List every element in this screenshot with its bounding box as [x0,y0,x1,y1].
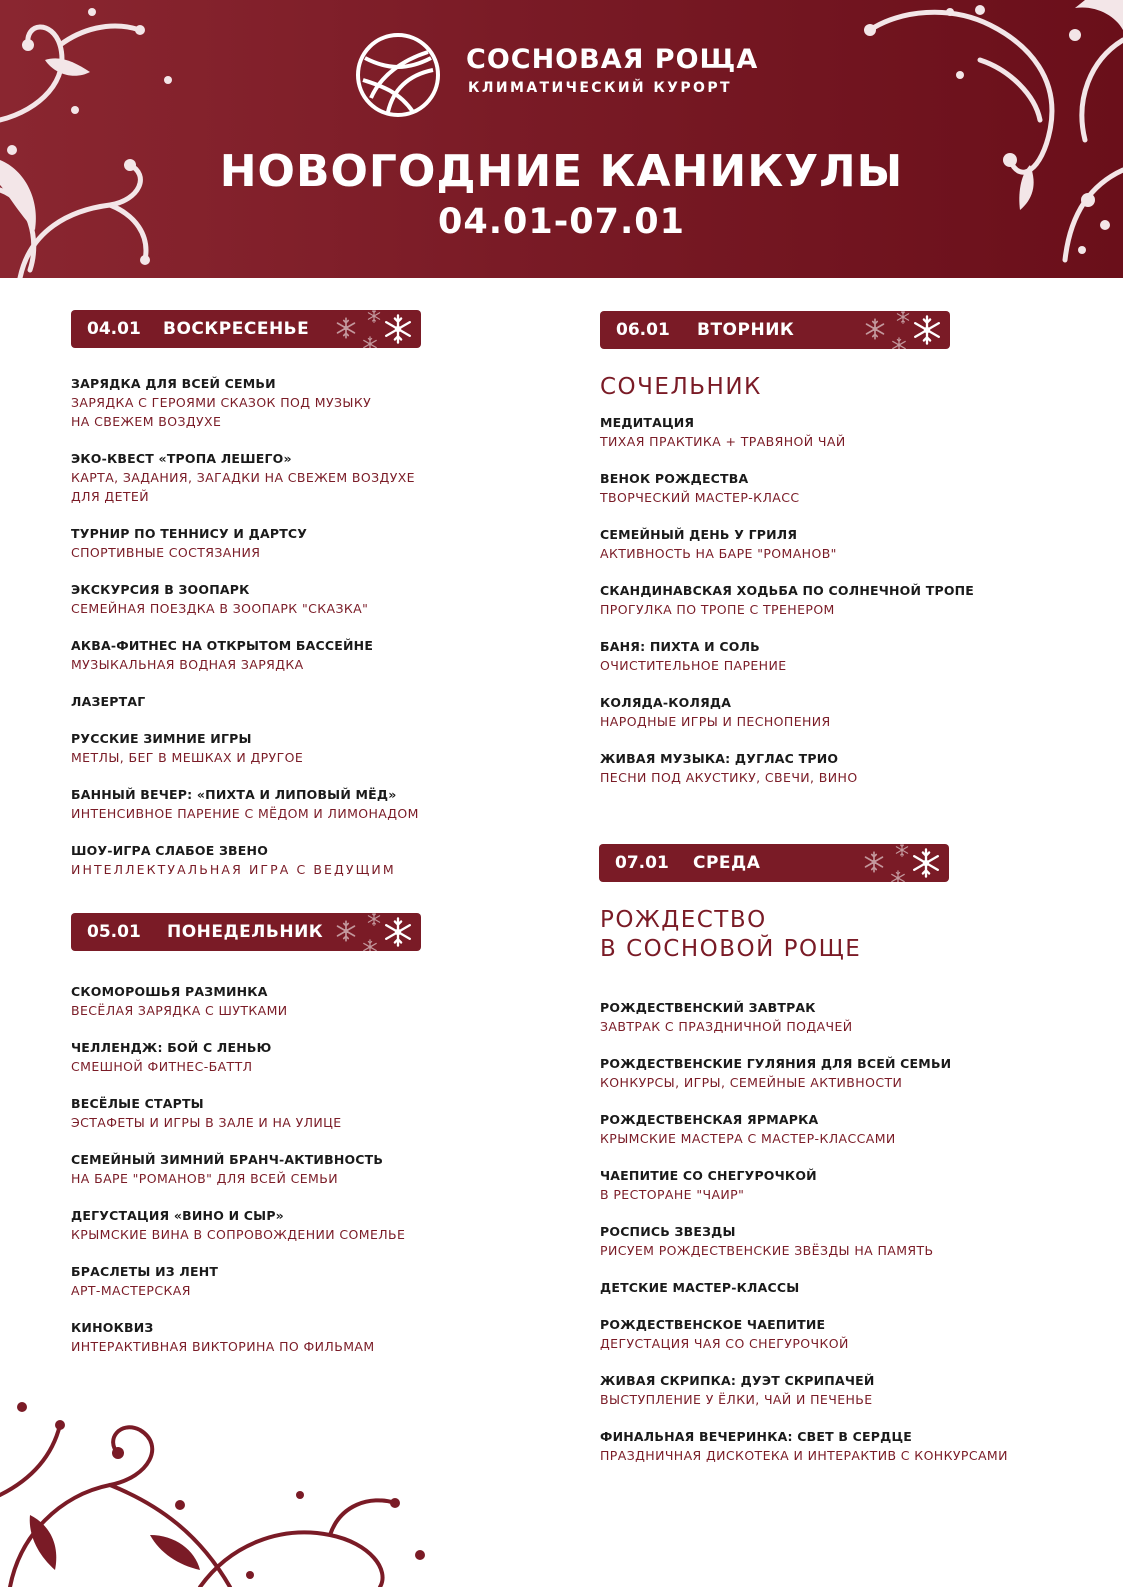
event-desc: ТИХАЯ ПРАКТИКА + ТРАВЯНОЙ ЧАЙ [600,434,846,449]
list-item [600,1222,1008,1260]
event-title: АКВА-ФИТНЕС НА ОТКРЫТОМ БАССЕЙНЕ [71,638,374,653]
resort-logo-icon [353,30,443,120]
list-item [600,998,1008,1036]
list-item [71,1206,405,1244]
snowflake-icon [854,844,949,882]
event-desc: АРТ-МАСТЕРСКАЯ [71,1283,191,1298]
list-item [71,1038,405,1076]
event-list-04-01 [71,374,419,879]
event-title: ВЕНОК РОЖДЕСТВА [600,471,749,486]
day-theme-line: В СОСНОВОЙ РОЩЕ [600,936,862,962]
event-title: РОСПИСЬ ЗВЕЗДЫ [600,1224,736,1239]
day-theme-title [600,906,861,964]
list-item [71,785,419,823]
day-header-06-01 [600,311,950,349]
list-item [71,449,419,506]
event-title: ЖИВАЯ МУЗЫКА: ДУГЛАС ТРИО [600,751,839,766]
event-title: БАННЫЙ ВЕЧЕР: «ПИХТА И ЛИПОВЫЙ МЁД» [71,787,397,802]
event-title: БАНЯ: ПИХТА И СОЛЬ [600,639,760,654]
event-title: МЕДИТАЦИЯ [600,415,695,430]
event-desc: КРЫМСКИЕ МАСТЕРА С МАСТЕР-КЛАССАМИ [600,1131,896,1146]
event-desc: ТВОРЧЕСКИЙ МАСТЕР-КЛАСС [600,490,800,505]
brand-name: СОСНОВАЯ РОЩА [466,44,759,75]
snowflake-icon [326,310,421,348]
event-desc: ОЧИСТИТЕЛЬНОЕ ПАРЕНИЕ [600,658,787,673]
list-item [600,693,974,731]
event-desc: МУЗЫКАЛЬНАЯ ВОДНАЯ ЗАРЯДКА [71,657,304,672]
event-title: ЛАЗЕРТАГ [71,694,146,709]
event-desc: НАРОДНЫЕ ИГРЫ И ПЕСНОПЕНИЯ [600,714,831,729]
list-item [71,524,419,562]
event-desc: КРЫМСКИЕ ВИНА В СОПРОВОЖДЕНИИ СОМЕЛЬЕ [71,1227,406,1242]
event-title: ЗАРЯДКА ДЛЯ ВСЕЙ СЕМЬИ [71,376,276,391]
list-item [600,525,974,563]
event-list-05-01 [71,982,405,1356]
event-title: РУССКИЕ ЗИМНИЕ ИГРЫ [71,731,252,746]
list-item [600,413,974,451]
list-item [600,469,974,507]
event-title: ЭКО-КВЕСТ «ТРОПА ЛЕШЕГО» [71,451,292,466]
event-desc: ВЫСТУПЛЕНИЕ У ЁЛКИ, ЧАЙ И ПЕЧЕНЬЕ [600,1392,873,1407]
list-item [71,692,419,711]
event-title: ДЕТСКИЕ МАСТЕР-КЛАССЫ [600,1280,800,1295]
event-desc: ПЕСНИ ПОД АКУСТИКУ, СВЕЧИ, ВИНО [600,770,858,785]
list-item [71,1318,405,1356]
event-title: РОЖДЕСТВЕНСКАЯ ЯРМАРКА [600,1112,819,1127]
day-header-04-01 [71,310,421,348]
event-desc: ВЕСЁЛАЯ ЗАРЯДКА С ШУТКАМИ [71,1003,288,1018]
event-desc: ДЕГУСТАЦИЯ ЧАЯ СО СНЕГУРОЧКОЙ [600,1336,849,1351]
event-title: ЭКСКУРСИЯ В ЗООПАРК [71,582,250,597]
event-desc: ИНТЕЛЛЕКТУАЛЬНАЯ ИГРА С ВЕДУЩИМ [71,862,396,877]
day-weekday: СРЕДА [693,853,761,873]
day-date: 07.01 [615,853,669,873]
list-item [71,982,405,1020]
list-item [600,581,974,619]
event-title: ЧАЕПИТИЕ СО СНЕГУРОЧКОЙ [600,1168,817,1183]
day-header-07-01 [599,844,949,882]
page-title: НОВОГОДНИЕ КАНИКУЛЫ [219,146,904,197]
list-item [600,1427,1008,1465]
event-title: ШОУ-ИГРА СЛАБОЕ ЗВЕНО [71,843,269,858]
event-list-06-01 [600,413,974,787]
day-weekday: ПОНЕДЕЛЬНИК [167,922,324,942]
snowflake-icon [326,913,421,951]
event-title: ФИНАЛЬНАЯ ВЕЧЕРИНКА: СВЕТ В СЕРДЦЕ [600,1429,912,1444]
list-item [71,580,419,618]
list-item [600,1110,1008,1148]
list-item [71,1094,405,1132]
page-dates: 04.01-07.01 [438,202,685,242]
list-item [600,1315,1008,1353]
event-title: КОЛЯДА-КОЛЯДА [600,695,732,710]
event-desc: ПРАЗДНИЧНАЯ ДИСКОТЕКА И ИНТЕРАКТИВ С КОНКУРСАМИ [600,1448,1008,1463]
event-desc: КОНКУРСЫ, ИГРЫ, СЕМЕЙНЫЕ АКТИВНОСТИ [600,1075,903,1090]
list-item [600,637,974,675]
day-date: 06.01 [616,320,670,340]
bottom-swirl-ornament [0,1385,440,1587]
snowflake-icon [855,311,950,349]
brand-subtitle: КЛИМАТИЧЕСКИЙ КУРОРТ [468,80,732,96]
event-desc: НА СВЕЖЕМ ВОЗДУХЕ [71,414,222,429]
event-title: СКАНДИНАВСКАЯ ХОДЬБА ПО СОЛНЕЧНОЙ ТРОПЕ [600,583,975,598]
event-title: ЖИВАЯ СКРИПКА: ДУЭТ СКРИПАЧЕЙ [600,1373,875,1388]
day-theme-line: РОЖДЕСТВО [600,907,767,933]
event-title: ВЕСЁЛЫЕ СТАРТЫ [71,1096,204,1111]
event-title: БРАСЛЕТЫ ИЗ ЛЕНТ [71,1264,219,1279]
event-title: КИНОКВИЗ [71,1320,154,1335]
list-item [71,636,419,674]
event-title: ЧЕЛЛЕНДЖ: БОЙ С ЛЕНЬЮ [71,1040,272,1055]
event-desc: КАРТА, ЗАДАНИЯ, ЗАГАДКИ НА СВЕЖЕМ ВОЗДУХЕ [71,470,415,485]
day-weekday: ВОСКРЕСЕНЬЕ [163,319,310,339]
event-desc: ПРОГУЛКА ПО ТРОПЕ С ТРЕНЕРОМ [600,602,835,617]
day-date: 05.01 [87,922,141,942]
day-theme-line: СОЧЕЛЬНИК [600,374,762,400]
event-title: РОЖДЕСТВЕНСКИЕ ГУЛЯНИЯ ДЛЯ ВСЕЙ СЕМЬИ [600,1056,952,1071]
event-desc: ДЛЯ ДЕТЕЙ [71,489,149,504]
event-desc: СЕМЕЙНАЯ ПОЕЗДКА В ЗООПАРК "СКАЗКА" [71,601,369,616]
event-title: СЕМЕЙНЫЙ ЗИМНИЙ БРАНЧ-АКТИВНОСТЬ [71,1152,384,1167]
event-desc: ЗАВТРАК С ПРАЗДНИЧНОЙ ПОДАЧЕЙ [600,1019,853,1034]
event-desc: МЕТЛЫ, БЕГ В МЕШКАХ И ДРУГОЕ [71,750,304,765]
list-item [71,374,419,431]
header-banner [0,0,1123,278]
list-item [600,749,974,787]
event-desc: РИСУЕМ РОЖДЕСТВЕНСКИЕ ЗВЁЗДЫ НА ПАМЯТЬ [600,1243,934,1258]
event-desc: ИНТЕРАКТИВНАЯ ВИКТОРИНА ПО ФИЛЬМАМ [71,1339,375,1354]
event-desc: ЭСТАФЕТЫ И ИГРЫ В ЗАЛЕ И НА УЛИЦЕ [71,1115,342,1130]
event-title: СКОМОРОШЬЯ РАЗМИНКА [71,984,268,999]
event-desc: ИНТЕНСИВНОЕ ПАРЕНИЕ С МЁДОМ И ЛИМОНАДОМ [71,806,419,821]
event-title: РОЖДЕСТВЕНСКОЕ ЧАЕПИТИЕ [600,1317,826,1332]
day-weekday: ВТОРНИК [697,320,795,340]
event-title: ДЕГУСТАЦИЯ «ВИНО И СЫР» [71,1208,284,1223]
event-desc: НА БАРЕ "РОМАНОВ" ДЛЯ ВСЕЙ СЕМЬИ [71,1171,338,1186]
event-desc: АКТИВНОСТЬ НА БАРЕ "РОМАНОВ" [600,546,837,561]
list-item [600,1278,1008,1297]
event-desc: В РЕСТОРАНЕ "ЧАИР" [600,1187,745,1202]
day-theme-title [600,373,762,402]
list-item [71,729,419,767]
event-title: СЕМЕЙНЫЙ ДЕНЬ У ГРИЛЯ [600,527,798,542]
day-header-05-01 [71,913,421,951]
event-title: РОЖДЕСТВЕНСКИЙ ЗАВТРАК [600,1000,816,1015]
event-title: ТУРНИР ПО ТЕННИСУ И ДАРТСУ [71,526,308,541]
list-item [71,1262,405,1300]
day-date: 04.01 [87,319,141,339]
list-item [600,1166,1008,1204]
list-item [600,1371,1008,1409]
event-desc: СПОРТИВНЫЕ СОСТЯЗАНИЯ [71,545,261,560]
event-desc: СМЕШНОЙ ФИТНЕС-БАТТЛ [71,1059,253,1074]
event-list-07-01 [600,998,1008,1465]
event-desc: ЗАРЯДКА С ГЕРОЯМИ СКАЗОК ПОД МУЗЫКУ [71,395,372,410]
list-item [71,841,419,879]
list-item [71,1150,405,1188]
list-item [600,1054,1008,1092]
